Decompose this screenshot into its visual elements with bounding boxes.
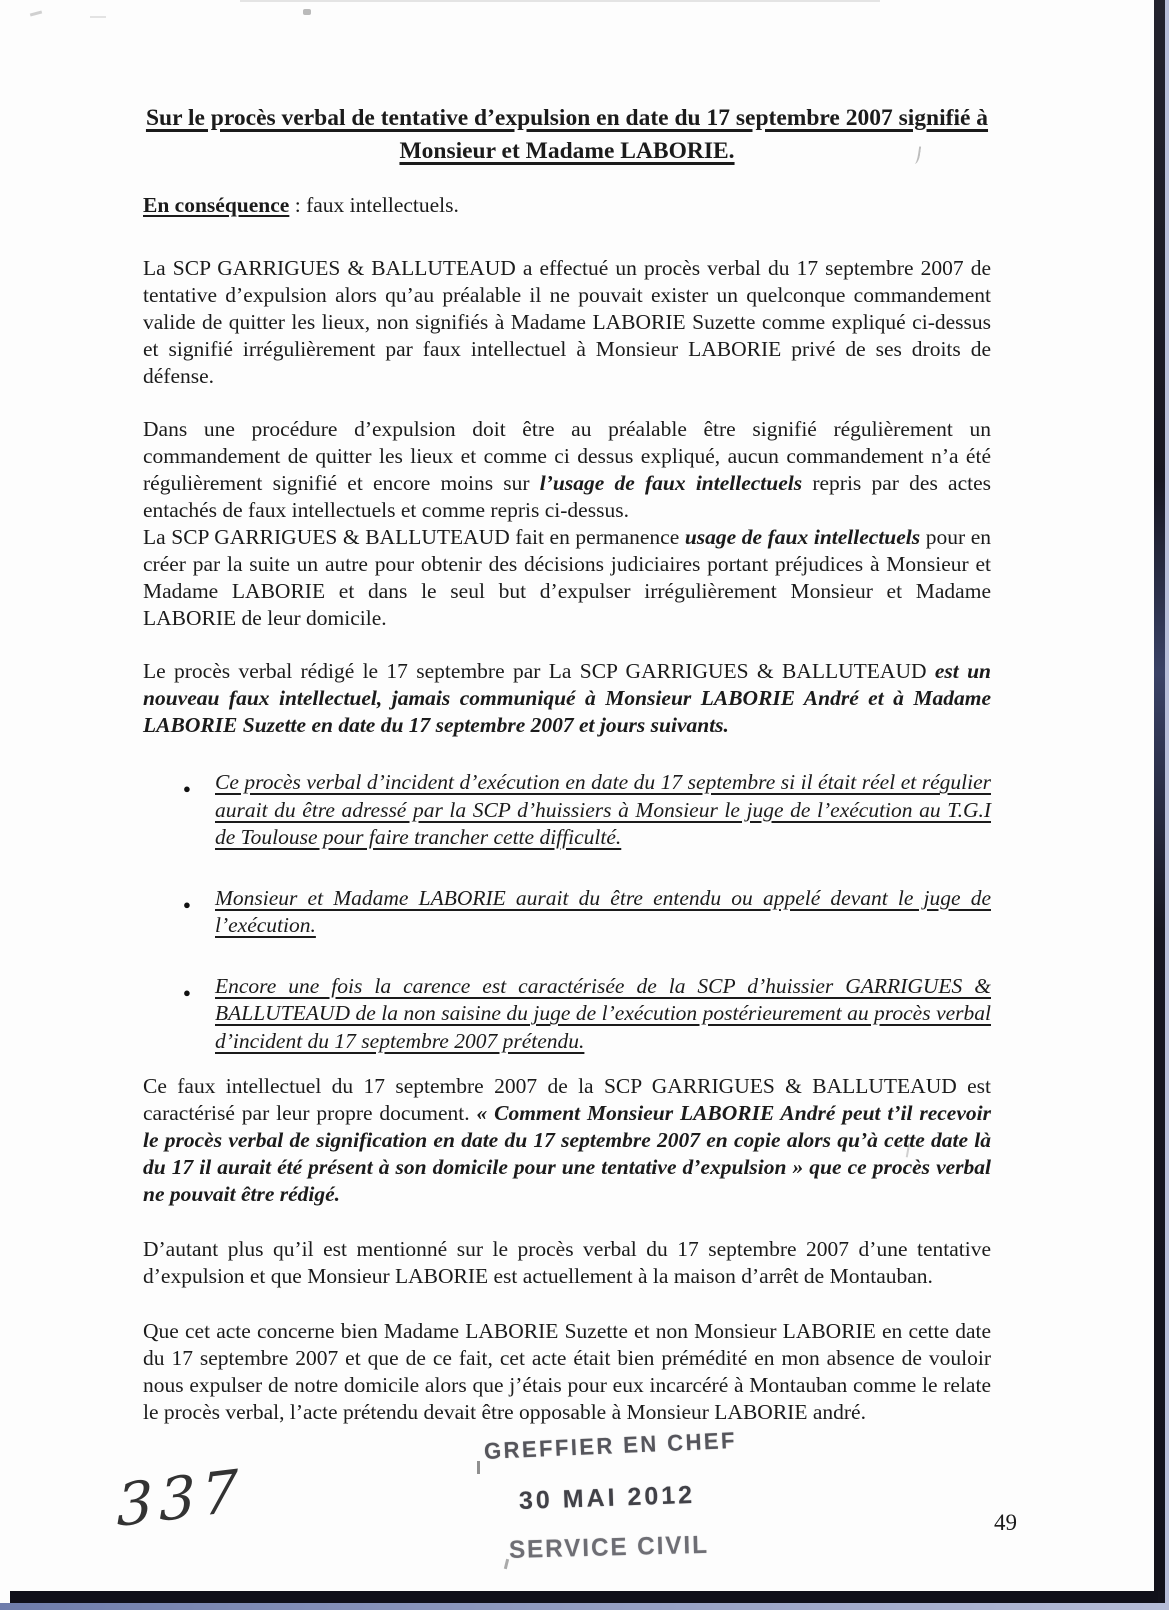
title-line-1: Sur le procès verbal de tentative d’expulsion en date du 17 septembre 2007 signifié à: [145, 105, 989, 131]
paragraph-7: [143, 1318, 991, 1426]
stamp-smudge: [477, 1461, 480, 1474]
consequence-line: [143, 192, 991, 219]
paragraph-4-emphasis: est un nouveau faux intellectuel, jamais communiqué à Monsieur LABORIE André et à Madame LABORIE Suzette en date du 17 septembre 2007 et jours suivants.: [143, 659, 991, 737]
scan-artifact: [303, 9, 311, 15]
paragraph-2: [143, 416, 991, 524]
bullet-icon: ●: [183, 896, 191, 912]
paragraph-5-quote: « Comment Monsieur LABORIE André peut t’il recevoir le procès verbal de signification en date du 17 septembre 2007 en copie alors qu’à cette date là du 17 il aurait été présent à son domicile pour une tentative d’expulsion » que ce procès verbal ne pouvait être rédigé.: [143, 1101, 991, 1206]
paragraph-5-text: Ce faux intellectuel du 17 septembre 2007 de la SCP GARRIGUES & BALLUTEAUD est caractérisé par leur propre document.: [143, 1074, 991, 1125]
bullet-1-text: Ce procès verbal d’incident d’exécution en date du 17 septembre si il était réel et régulier aurait du être adressé par la SCP d’huissiers à Monsieur le juge de l’exécution au T.G.I de Toulouse pour faire trancher cette difficulté.: [215, 770, 991, 849]
document-body: [143, 0, 991, 1426]
paragraph-4: [143, 658, 991, 739]
scan-artifact: [30, 10, 42, 16]
scan-artifact: [90, 16, 106, 18]
paragraph-6: [143, 1236, 991, 1290]
consequence-text: : faux intellectuels.: [289, 193, 459, 217]
scan-edge-right: [1154, 0, 1165, 1603]
bullet-2-text: Monsieur et Madame LABORIE aurait du être entendu ou appelé devant le juge de l’exécution.: [215, 885, 991, 937]
title-line-2: Monsieur et Madame LABORIE.: [399, 138, 735, 164]
stamp-date: 30 MAI 2012: [518, 1480, 696, 1515]
paragraph-2-emphasis: l’usage de faux intellectuels: [539, 471, 803, 495]
list-item: [183, 973, 991, 1056]
stamp-service-civil: SERVICE CIVIL: [508, 1530, 710, 1564]
bullet-list: [183, 769, 991, 1055]
bullet-icon: ●: [183, 984, 191, 1000]
stamp-greffier-en-chef: GREFFIER EN CHEF: [483, 1426, 738, 1464]
paragraph-6-text: D’autant plus qu’il est mentionné sur le procès verbal du 17 septembre 2007 d’une tentative d’expulsion et que Monsieur LABORIE est actuellement à la maison d’arrêt de Montauban.: [143, 1237, 991, 1288]
list-item: [183, 885, 991, 940]
page-number: 49: [994, 1510, 1017, 1535]
handwritten-number: 337: [115, 1455, 245, 1541]
scan-edge-right-outer: [1165, 0, 1169, 1610]
paragraph-7-text: Que cet acte concerne bien Madame LABORIE Suzette et non Monsieur LABORIE en cette date du 17 septembre 2007 et que de ce fait, cet acte était bien prémédité en mon absence de vouloir nous expulser de notre domicile alors que j’étais pour eux incarcéré à Montauban comme le relate le procès verbal, l’acte prétendu devait être opposable à Monsieur LABORIE andré.: [143, 1319, 991, 1424]
paragraph-3-text: La SCP GARRIGUES & BALLUTEAUD fait en permanence: [143, 525, 685, 549]
scan-edge-bottom-outer: [0, 1603, 1169, 1610]
paragraph-3: [143, 524, 991, 632]
paragraph-5: [143, 1073, 991, 1208]
paragraph-1-text: La SCP GARRIGUES & BALLUTEAUD a effectué un procès verbal du 17 septembre 2007 de tentative d’expulsion alors qu’au préalable il ne pouvait exister un quelconque commandement valide de quitter les lieux, non signifiés à Madame LABORIE Suzette comme expliqué ci-dessus et signifié irrégulièrement par faux intellectuel à Monsieur LABORIE privé de ses droits de défense.: [143, 256, 991, 388]
scan-edge-bottom: [10, 1591, 1158, 1603]
list-item: [183, 769, 991, 852]
scan-edge-top: [240, 0, 880, 2]
bullet-3-text: Encore une fois la carence est caractérisée de la SCP d’huissier GARRIGUES & BALLUTEAUD de la non saisine du juge de l’exécution postérieurement au procès verbal d’incident du 17 septembre 2007 prétendu.: [215, 973, 991, 1053]
bullet-icon: ●: [183, 781, 191, 796]
document-title: [143, 102, 991, 168]
paragraph-1: [143, 255, 991, 390]
consequence-label: En conséquence: [143, 193, 290, 217]
paragraph-2-text: Dans une procédure d’expulsion doit être au préalable être signifié régulièrement un commandement de quitter les lieux et comme ci dessus expliqué, aucun commandement n’a été régulièrement signifié et encore moins sur: [143, 417, 991, 495]
paragraph-2-tail: repris par des actes entachés de faux intellectuels et comme repris ci-dessus.: [143, 471, 991, 522]
paragraph-3-tail: pour en créer par la suite un autre pour obtenir des décisions judiciaires portant préjudices à Monsieur et Madame LABORIE et dans le seul but d’expulser irrégulièrement Monsieur et Madame LABORIE de leur domicile.: [143, 525, 992, 630]
paragraph-4-text: Le procès verbal rédigé le 17 septembre par La SCP GARRIGUES & BALLUTEAUD: [143, 659, 935, 683]
paragraph-3-emphasis: usage de faux intellectuels: [684, 525, 921, 549]
